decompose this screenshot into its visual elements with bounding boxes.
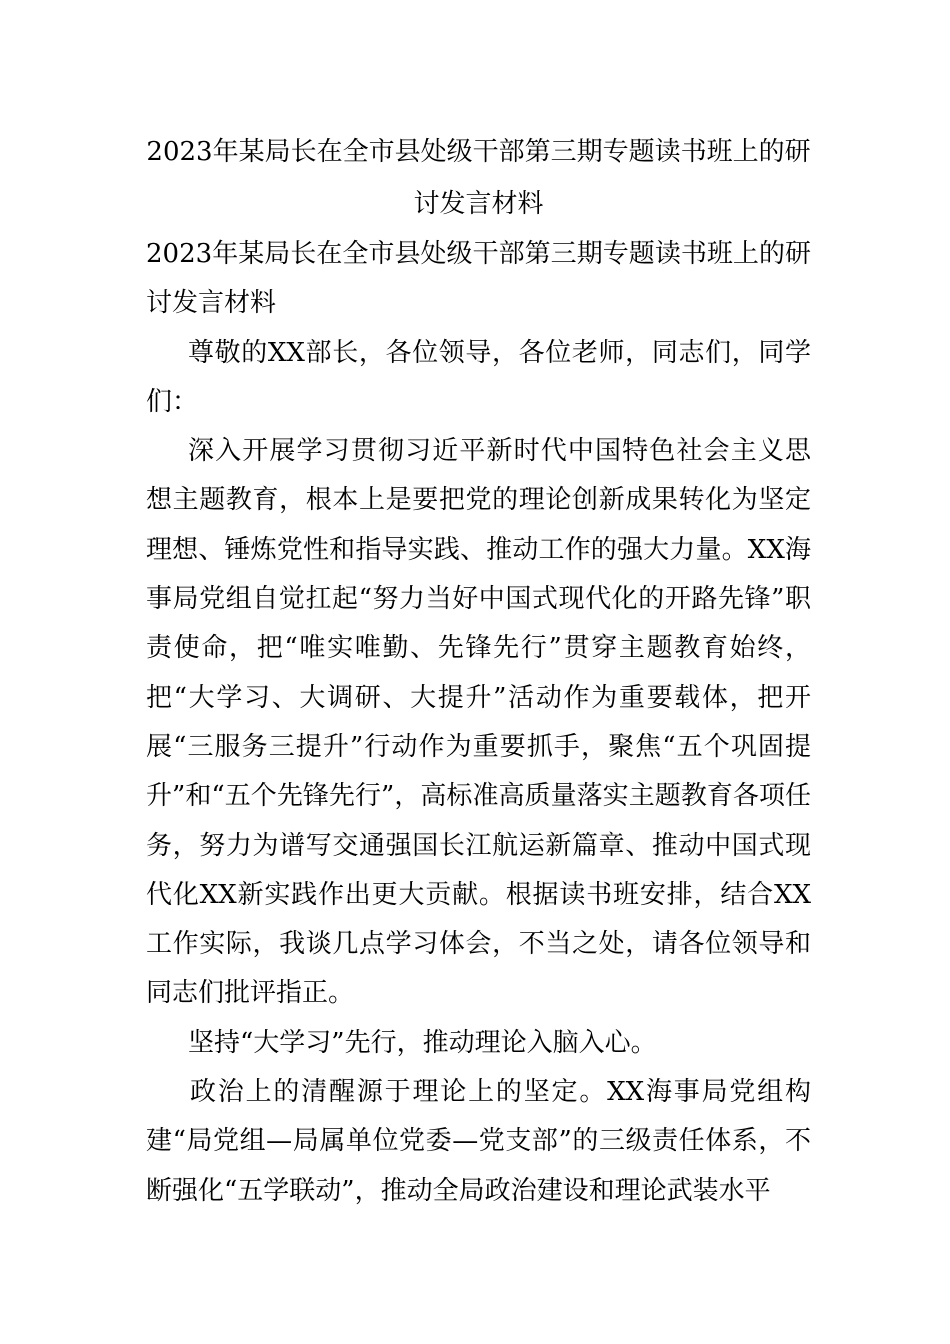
document-subtitle: 2023年某局长在全市县处级干部第三期专题读书班上的研讨发言材料 <box>146 239 811 319</box>
document-page <box>146 126 811 1216</box>
paragraph-intro: 深入开展学习贯彻习近平新时代中国特色社会主义思想主题教育，根本上是要把党的理论创新成果转化为坚定理想、锤炼党性和指导实践、推动工作的强大力量。XX海事局党组自觉扛起“努力当好中国式现代化的开路先锋”职责使命，把“唯实唯勤、先锋先行”贯穿主题教育始终，把“大学习、大调研、大提升”活动作为重要载体，把开展“三服务三提升”行动作为重要抓手，聚焦“五个巩固提升”和“五个先锋先行”，高标准高质量落实主题教育各项任务，努力为谱写交通强国长江航运新篇章、推动中国式现代化XX新实践作出更大贡献。根据读书班安排，结合XX工作实际，我谈几点学习体会，不当之处，请各位领导和同志们批评指正。 <box>146 436 811 1009</box>
paragraph-body: 政治上的清醒源于理论上的坚定。XX海事局党组构建“局党组—局属单位党委—党支部”的三级责任体系，不断强化“五学联动”，推动全局政治建设和理论武装水平 <box>146 1077 811 1206</box>
section-heading: 坚持“大学习”先行，推动理论入脑入心。 <box>188 1027 657 1058</box>
greeting: 尊敬的XX部长，各位领导，各位老师，同志们，同学们： <box>146 337 811 417</box>
document-title: 2023年某局长在全市县处级干部第三期专题读书班上的研讨发言材料 <box>146 137 811 219</box>
